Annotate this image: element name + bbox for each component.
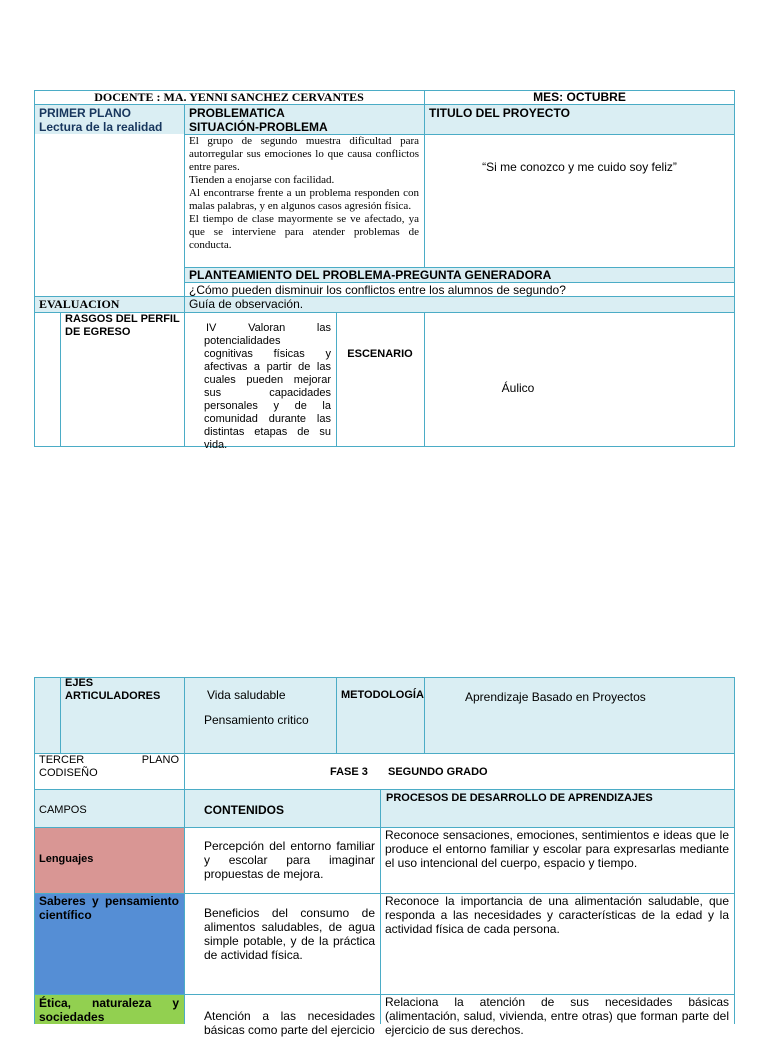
- metodologia-value: Aprendizaje Basado en Proyectos: [465, 690, 646, 704]
- grado-label: SEGUNDO GRADO: [388, 766, 488, 778]
- rasgos-perfil-label: RASGOS DEL PERFIL DE EGRESO: [65, 313, 180, 338]
- tercer-plano-label: TERCER PLANO: [39, 754, 179, 766]
- contenidos-label: CONTENIDOS: [204, 803, 285, 817]
- rasgos-perfil-text: IV Valoran las potencialidades cognitivas físicas y afectivas a partir de las cuales pueden mejorar sus capacidades personales y de la comunidad durante las distintas etapas de su vida.: [204, 322, 331, 451]
- codiseno-label: CODISEÑO: [39, 767, 98, 779]
- titulo-proyecto-label: TITULO DEL PROYECTO: [429, 106, 570, 120]
- problema-description: [189, 135, 419, 267]
- escenario-value: Áulico: [501, 381, 535, 395]
- mes-label: MES: OCTUBRE: [533, 90, 626, 104]
- contenido-lenguajes: Percepción del entorno familiar y escolar para imaginar propuestas de mejora.: [204, 839, 375, 881]
- situacion-problema-label: SITUACIÓN-PROBLEMA: [189, 120, 328, 134]
- primer-plano-label: PRIMER PLANO: [39, 106, 132, 120]
- evaluacion-label: EVALUACION: [39, 297, 120, 311]
- docente-label: DOCENTE : MA. YENNI SANCHEZ CERVANTES: [94, 90, 364, 104]
- eje-vida-saludable: Vida saludable: [207, 688, 286, 702]
- ejes-articuladores-label: EJES ARTICULADORES: [65, 677, 161, 702]
- proceso-lenguajes: Reconoce sensaciones, emociones, sentimientos e ideas que le produce el entorno familiar y escolar para expresarlas mediante el uso intencional del cuerpo, espacio y tiempo.: [385, 828, 729, 870]
- eje-pensamiento-critico: Pensamiento critico: [204, 713, 309, 727]
- campo-saberes: Saberes y pensamiento científico: [39, 894, 179, 922]
- contenido-etica: Atención a las necesidades básicas como parte del ejercicio: [204, 1009, 375, 1037]
- evaluacion-value: Guía de observación.: [189, 297, 304, 311]
- contenido-saberes: Beneficios del consumo de alimentos saludables, de agua simple potable, y de la práctica de actividad física.: [204, 906, 375, 962]
- planteamiento-label: PLANTEAMIENTO DEL PROBLEMA-PREGUNTA GENERADORA: [189, 268, 552, 282]
- problema-paragraph: El grupo de segundo muestra dificultad para autorregular sus emociones lo que causa conflictos entre pares.: [189, 135, 419, 173]
- pregunta-generadora: ¿Cómo pueden disminuir los conflictos entre los alumnos de segundo?: [189, 283, 566, 297]
- proceso-saberes: Reconoce la importancia de una alimentación saludable, que responda a las necesidades y características de la edad y la actividad física de cada persona.: [385, 894, 729, 936]
- metodologia-label: METODOLOGÍA: [341, 689, 424, 701]
- campo-lenguajes: Lenguajes: [39, 853, 94, 865]
- escenario-label: ESCENARIO: [347, 348, 413, 360]
- lectura-realidad-label: Lectura de la realidad: [39, 120, 163, 134]
- titulo-proyecto-value: “Si me conozco y me cuido soy feliz”: [482, 160, 677, 174]
- campo-etica: Ética, naturaleza y sociedades: [39, 996, 179, 1024]
- problema-paragraph: El tiempo de clase mayormente se ve afectado, ya que se interviene para atender problemas de conducta.: [189, 213, 419, 251]
- problema-paragraph: Tienden a enojarse con facilidad.: [189, 174, 335, 186]
- procesos-label: PROCESOS DE DESARROLLO DE APRENDIZAJES: [386, 792, 653, 804]
- campos-label: CAMPOS: [39, 804, 87, 816]
- fase-label: FASE 3: [330, 766, 368, 778]
- problematica-label: PROBLEMATICA: [189, 106, 285, 120]
- problema-paragraph: Al encontrarse frente a un problema responden con malas palabras, y en algunos casos agresión física.: [189, 187, 419, 212]
- proceso-etica: Relaciona la atención de sus necesidades básicas (alimentación, salud, vivienda, entre otras) que forman parte del ejercicio de sus derechos.: [385, 995, 729, 1037]
